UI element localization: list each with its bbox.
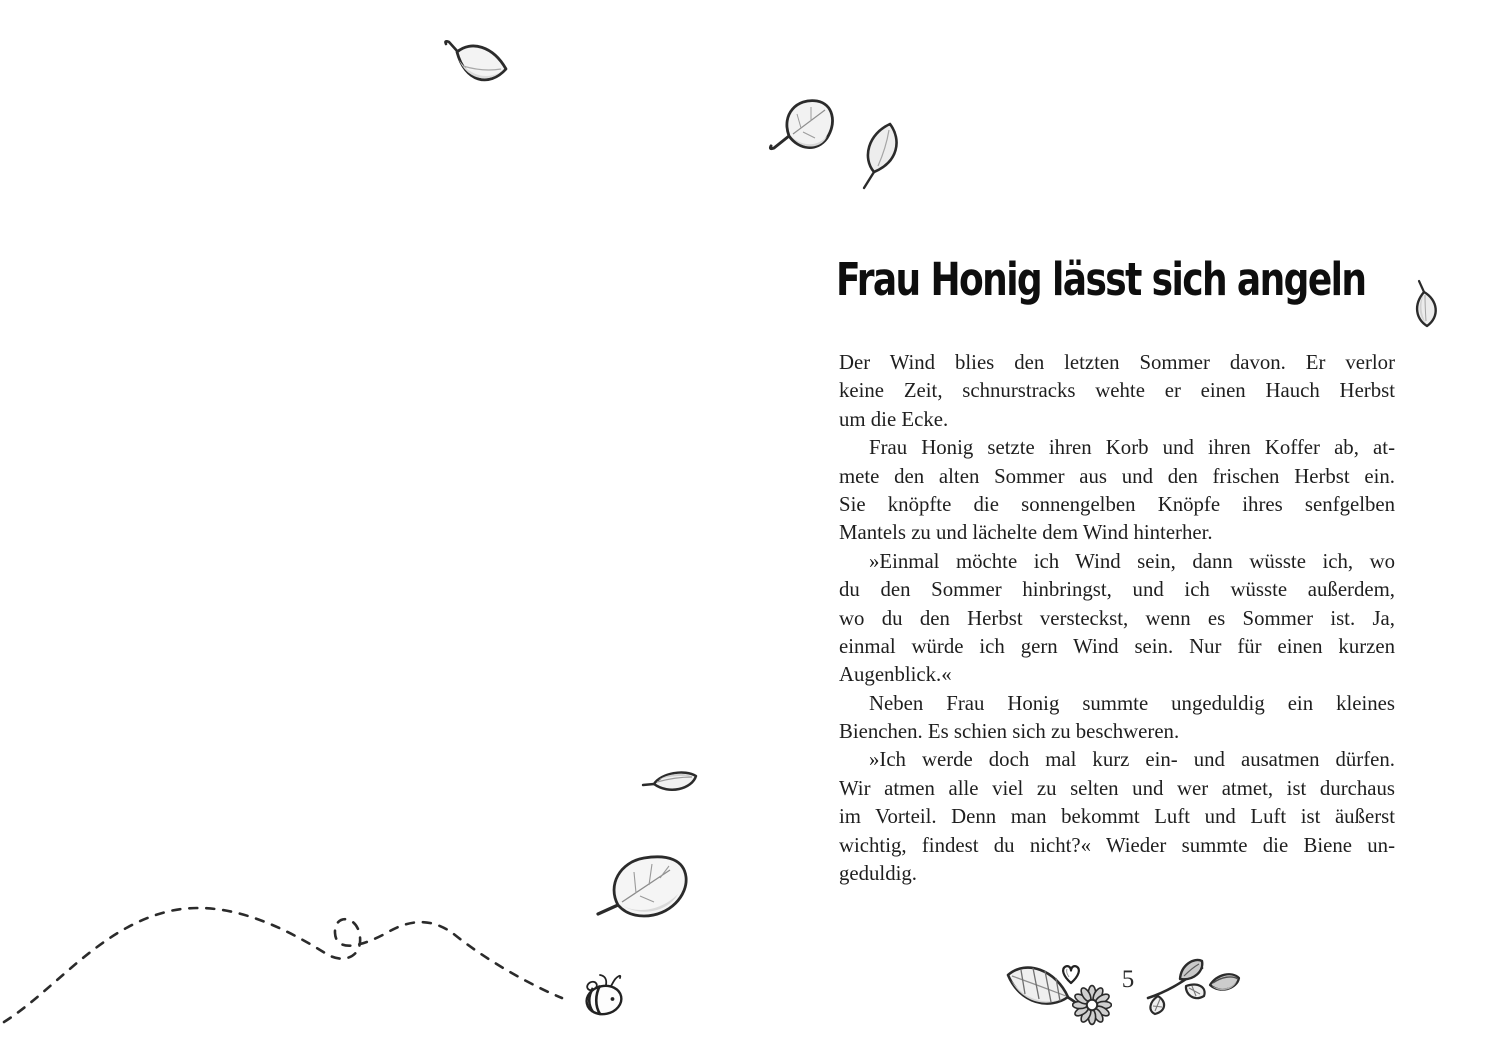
text-line: wichtig, findest du nicht?« Wieder summte die Biene un-	[839, 833, 1395, 857]
footer-branch-icon	[1144, 956, 1208, 1016]
body-text	[839, 349, 1395, 888]
text-line: Der Wind blies den letzten Sommer davon. Er verlor	[839, 351, 1395, 374]
text-line: wo du den Herbst versteckst, wenn es Sommer ist. Ja,	[839, 606, 1395, 630]
text-line: Sie knöpfte die sonnengelben Knöpfe ihres senfgelben	[839, 492, 1395, 516]
text-line: Frau Honig setzte ihren Korb und ihren Koffer ab, at-	[869, 436, 1395, 460]
text-line: mete den alten Sommer aus und den frischen Herbst ein.	[839, 464, 1395, 488]
bee-flight-path	[0, 895, 585, 1045]
text-line: Neben Frau Honig summte ungeduldig ein kleines	[869, 691, 1395, 715]
small-flat-leaf-icon	[641, 767, 701, 803]
text-line: »Ich werde doch mal kurz ein- und ausatmen dürfen.	[869, 748, 1395, 772]
text-line: Augenblick.«	[839, 663, 952, 687]
falling-leaf-top-middle-icon	[767, 94, 839, 156]
footer-flower-icon	[1072, 983, 1112, 1027]
text-line: im Vorteil. Denn man bekommt Luft und Luft ist äußerst	[839, 805, 1395, 829]
text-line: du den Sommer hinbringst, und ich wüsste außerdem,	[839, 578, 1395, 602]
text-line: »Einmal möchte ich Wind sein, dann wüsste ich, wo	[869, 549, 1395, 573]
chapter-title: Frau Honig lässt sich angeln	[836, 255, 1366, 307]
falling-leaf-top-left-icon	[441, 38, 511, 94]
text-line: um die Ecke.	[839, 407, 949, 431]
text-line: geduldig.	[839, 862, 917, 886]
large-leaf-icon	[594, 850, 698, 928]
text-line: Mantels zu und lächelte dem Wind hinterher.	[839, 521, 1213, 545]
text-line: Wir atmen alle viel zu selten und wer atmet, ist durchaus	[839, 776, 1395, 800]
text-line: keine Zeit, schnurstracks wehte er einen Hauch Herbst	[839, 379, 1395, 403]
page-number: 5	[1121, 966, 1135, 993]
text-line: einmal würde ich gern Wind sein. Nur für einen kurzen	[839, 634, 1395, 658]
falling-leaf-top-small-icon	[856, 120, 904, 190]
bee-icon	[580, 972, 630, 1020]
footer-leaf-right-icon	[1208, 970, 1242, 997]
text-line: Bienchen. Es schien sich zu beschweren.	[839, 720, 1180, 744]
